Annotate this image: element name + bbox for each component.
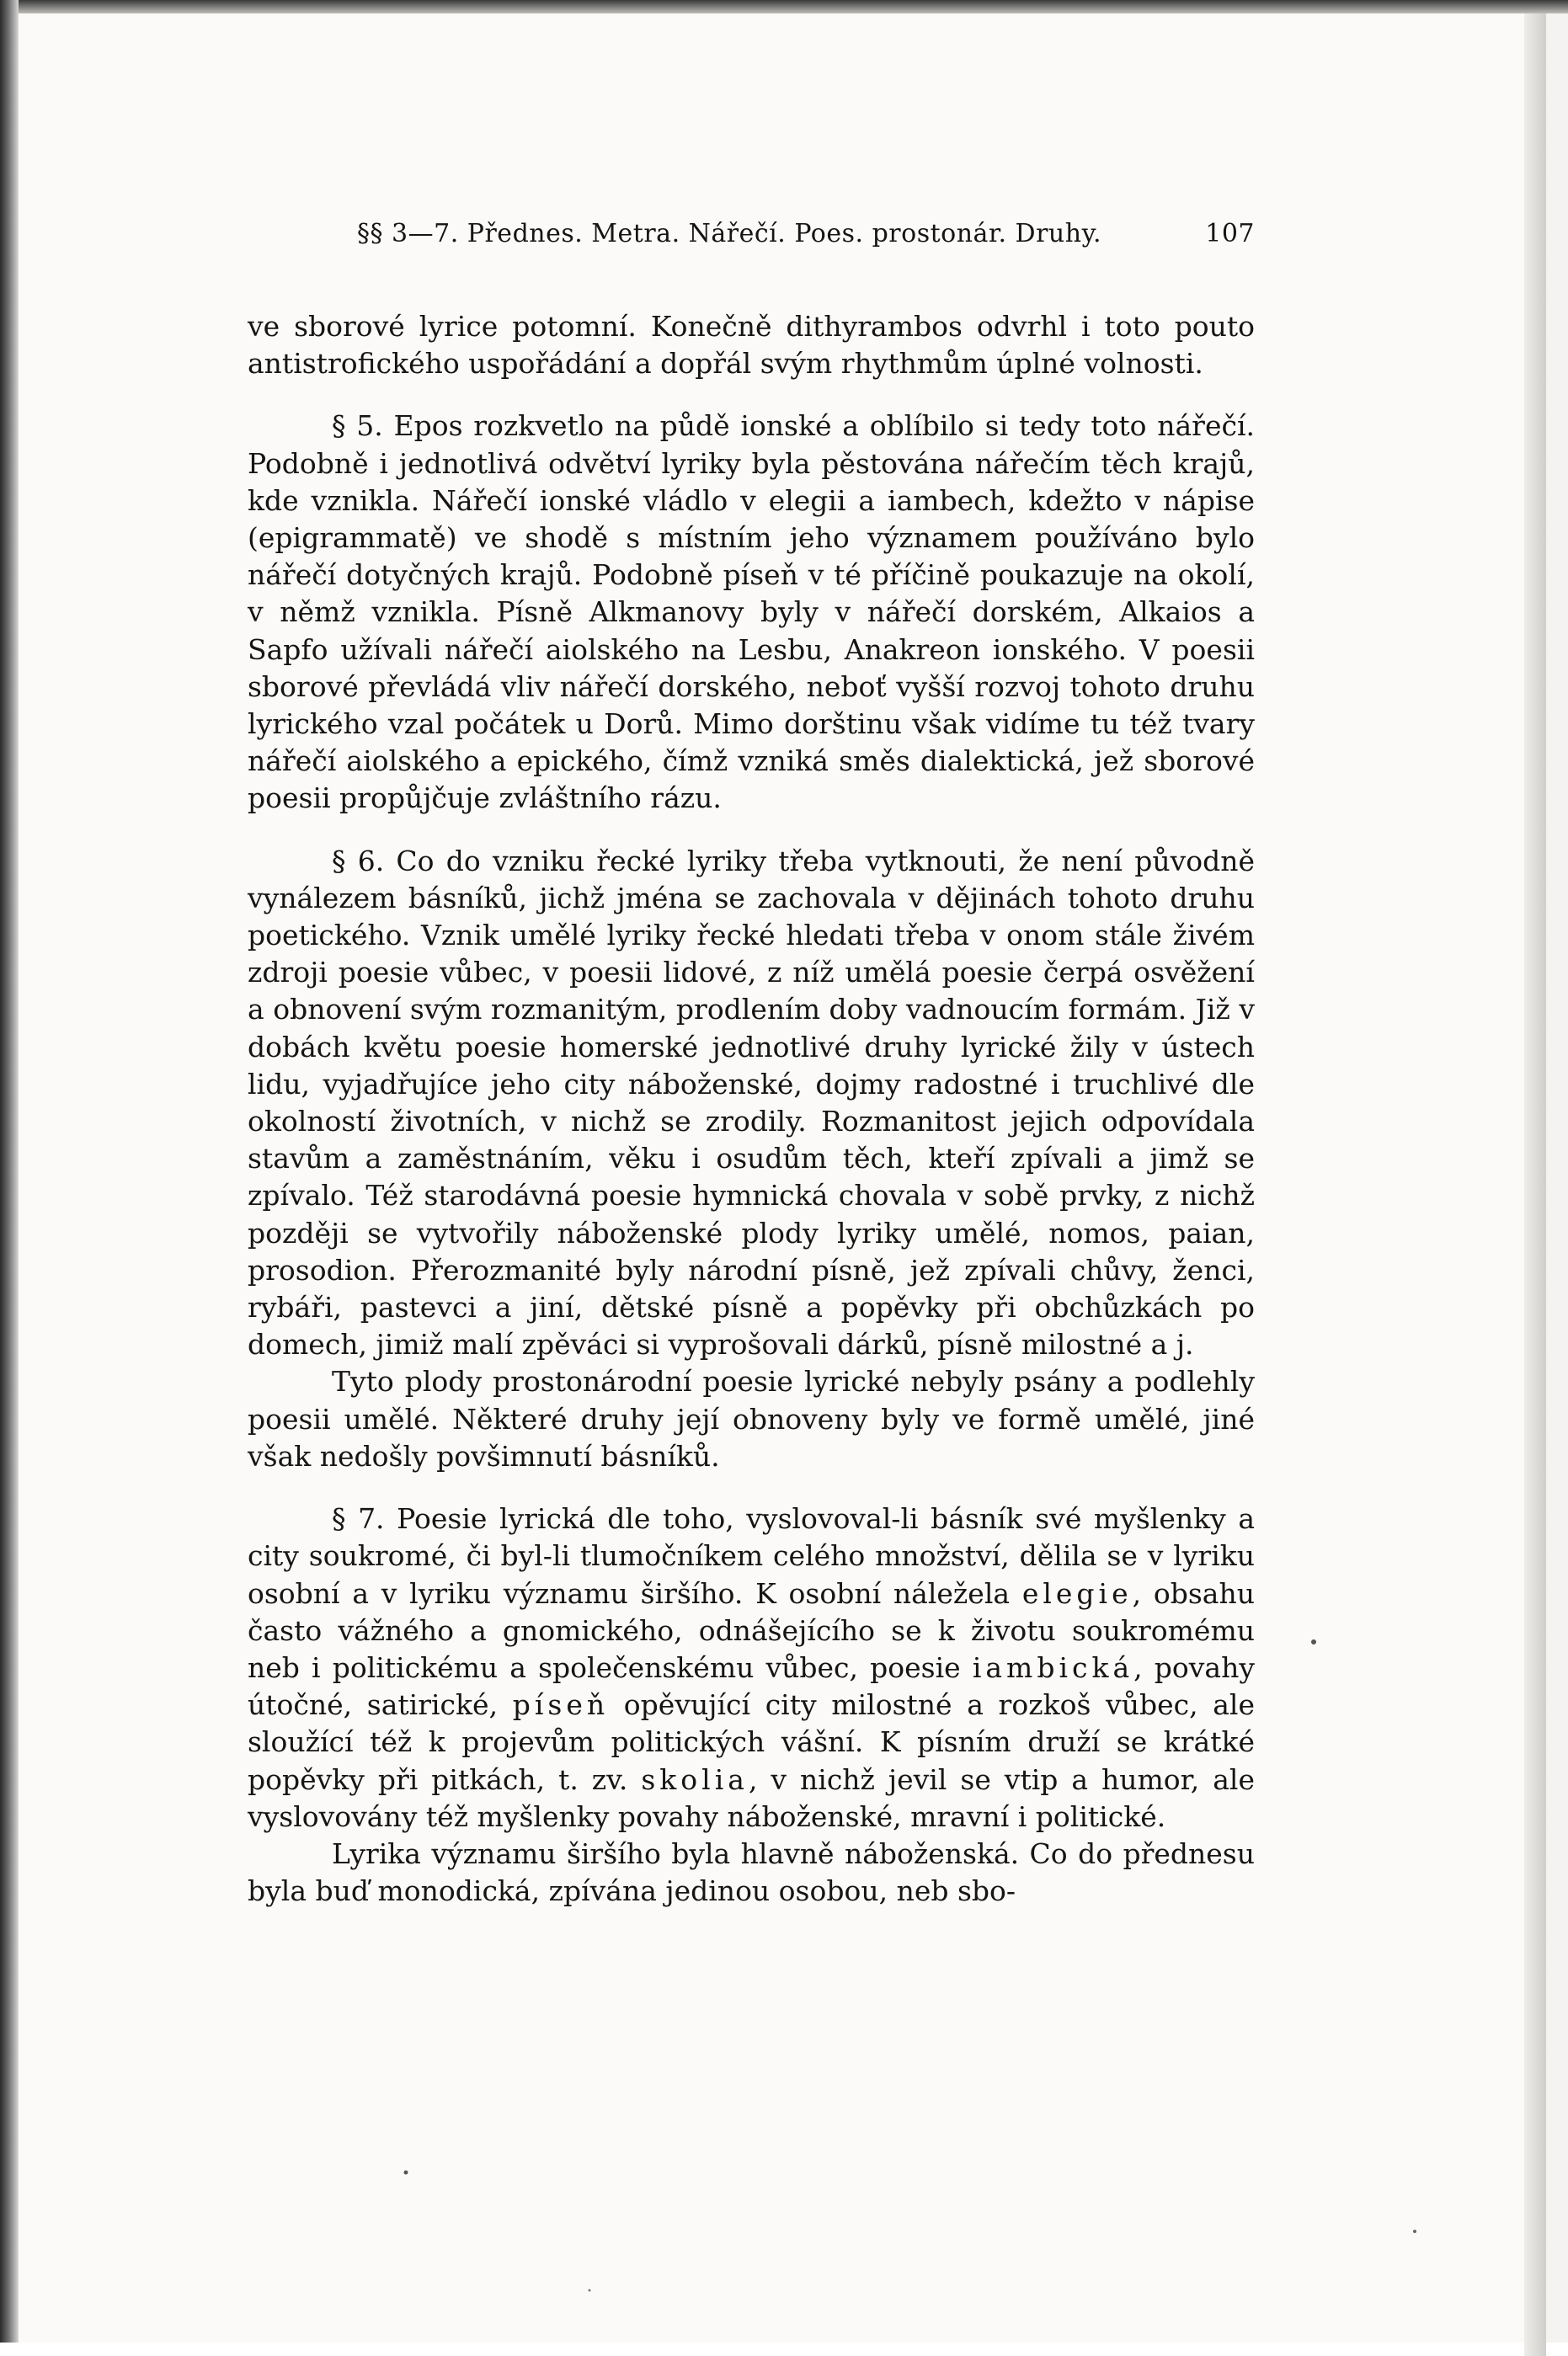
running-head [248, 211, 1255, 261]
text-run: Tyto plody prostonárodní poesie lyrické nebyly psány a podlehly poesii umělé. Některé druhy její obnoveny byly ve formě umělé, jiné však nedošly povšimnutí básníků. [248, 1365, 1255, 1473]
text-run: § 7. Poesie lyrická dle toho, vyslovoval-li básník své myšlenky a city soukromé, či byl-li tlumočníkem celého množství, dělila se v lyriku osobní a v lyriku významu širšího. K osobní náležela [248, 1502, 1255, 1610]
body-text [248, 308, 1255, 1910]
scan-edge-left [0, 0, 19, 2343]
text-run: , v nichž jevil se vtip a humor, ale vyslovovány též myšlenky povahy náboženské, mravní i politické. [248, 1762, 1255, 1833]
text-run: § 6. Co do vzniku řecké lyriky třeba vytknouti, že není původně vynálezem básníků, jichž jména se zachovala v dějinách tohoto druhu poetického. Vznik umělé lyriky řecké hledati třeba v onom stále živém zdroji poesie vůbec, v poesii lidové, z níž umělá poesie čerpá osvěžení a obnovení svým rozmanitým, prodlením doby vadnoucím formám. Již v dobách květu poesie homerské jednotlivé druhy lyrické žily v ústech lidu, vyjadřujíce jeho city náboženské, dojmy radostné i truchlivé dle okolností životních, v nichž se zrodily. Rozmanitost jejich odpovídala stavům a zaměstnáním, věku i osudům těch, kteří zpívali a jimž se zpívalo. Též starodávná poesie hymnická chovala v sobě prvky, z nichž později se vytvořily náboženské plody lyriky umělé, nomos, paian, prosodion. Přerozmanité byly národní písně, jež zpívali chůvy, ženci, rybáři, pastevci a jiní, dětské písně a popěvky při obchůzkách po domech, jimiž malí zpěváci si vyprošovali dárků, písně milostné a j. [248, 844, 1255, 1362]
text-run: , obsahu často vážného a gnomického, odnášejícího se k životu soukromému neb i politickému a společenskému vůbec, poesie [248, 1576, 1255, 1684]
paragraph-continuation [248, 308, 1255, 382]
paragraph-section-7-continued [248, 1836, 1255, 1910]
text-run: ve sborové lyrice potomní. Konečně dithyrambos odvrhl i toto pouto antistrofického uspořádání a dopřál svým rhythmům úplné volnosti. [248, 310, 1255, 381]
page-number: 107 [1205, 219, 1255, 248]
term-pisen: píseň [512, 1688, 610, 1722]
paragraph-section-6-continued [248, 1363, 1255, 1475]
text-run: opěvující city milostné a rozkoš vůbec, ale sloužící též k projevům politických vášní. K písním druží se krátké popěvky při pitkách, t. zv. [248, 1688, 1255, 1796]
text-column [248, 211, 1255, 1910]
paragraph-section-5 [248, 408, 1255, 817]
text-run: Lyrika významu širšího byla hlavně náboženská. Co do přednesu byla buď monodická, zpívána jedinou osobou, neb sbo- [248, 1836, 1255, 1908]
scan-edge-right [1524, 13, 1546, 2356]
text-run: § 5. Epos rozkvetlo na půdě ionské a oblíbilo si tedy toto nářečí. Podobně i jednotlivá odvětví lyriky byla pěstována nářečím těch krajů, kde vznikla. Nářečí ionské vládlo v elegii a iambech, kdežto v nápise (epigrammatě) ve shodě s místním jeho významem používáno bylo nářečí dotyčných krajů. Podobně píseň v té příčině poukazuje na okolí, v němž vznikla. Písně Alkmanovy byly v nářečí dorském, Alkaios a Sapfo užívali nářečí aiolského na Lesbu, Anakreon ionského. V poesii sborové převládá vliv nářečí dorského, neboť vyšší rozvoj tohoto druhu lyrického vzal počátek u Dorů. Mimo dorštinu však vidíme tu též tvary nářečí aiolského a epického, čímž vzniká směs dialektická, jež sborové poesii propůjčuje zvláštního rázu. [248, 409, 1255, 815]
paragraph-section-6 [248, 843, 1255, 1364]
running-head-title: §§ 3—7. Přednes. Metra. Nářečí. Poes. prostonár. Druhy. [357, 219, 1102, 248]
term-skolia: skolia [641, 1762, 749, 1796]
scan-edge-top [0, 0, 1568, 13]
term-elegie: elegie [1021, 1576, 1133, 1610]
term-iambicka: iambická [972, 1650, 1134, 1684]
paragraph-section-7 [248, 1500, 1255, 1836]
text-run: , povahy útočné, satirické, [248, 1650, 1255, 1722]
